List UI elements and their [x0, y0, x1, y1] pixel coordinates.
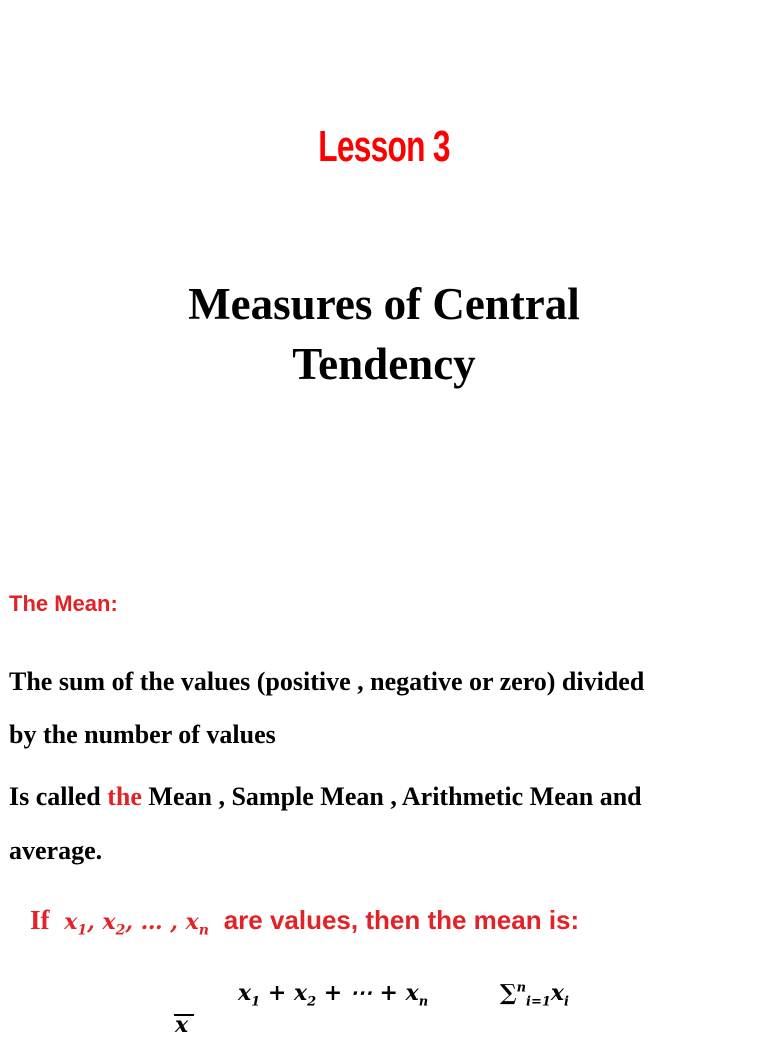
- sigma-upper: n: [516, 980, 527, 996]
- numer-xn: x: [405, 980, 419, 1006]
- var-xn-sub: n: [198, 922, 209, 939]
- formula-numerator: [238, 980, 428, 1009]
- numer-x1: x: [238, 980, 252, 1006]
- var-ellipsis: , … ,: [125, 909, 186, 935]
- xbar-letter: x: [175, 1012, 189, 1038]
- formula-summation: [500, 980, 569, 1009]
- definition-text: are values, then the mean is:: [223, 905, 580, 935]
- numer-x2: x: [293, 980, 308, 1006]
- body-line-2: by the number of values: [9, 720, 276, 749]
- body-line-4: average.: [9, 836, 103, 865]
- body-line-3-end: Mean , Sample Mean , Arithmetic Mean and: [141, 782, 642, 811]
- sum-term-x: x: [550, 980, 565, 1006]
- numer-plus-2: + ⋯ +: [316, 980, 406, 1006]
- numer-x1-sub: 1: [251, 994, 261, 1010]
- page-title-line-2: Tendency: [292, 339, 476, 389]
- var-x2-sub: 2: [115, 922, 126, 939]
- lesson-title: Lesson 3: [318, 122, 450, 171]
- var-x1-sub: 1: [77, 922, 88, 939]
- var-x2: x: [102, 909, 116, 935]
- body-line-3-start: Is called: [9, 782, 108, 811]
- numer-x2-sub: 2: [307, 994, 317, 1010]
- page-title: [0, 274, 768, 394]
- var-xn: x: [185, 909, 199, 935]
- definition-if: If: [30, 905, 50, 935]
- body-line-3-highlight: the: [107, 782, 142, 811]
- numer-xn-sub: n: [418, 994, 429, 1010]
- mean-symbol-xbar: [172, 1012, 196, 1038]
- sum-term-sub: i: [564, 994, 569, 1010]
- section-heading-mean: The Mean:: [9, 591, 118, 616]
- sigma-symbol: ∑: [500, 980, 517, 1006]
- body-line-3: [9, 782, 642, 812]
- numer-plus-1: +: [260, 980, 294, 1006]
- body-line-1: The sum of the values (positive , negative or zero) divided: [9, 667, 645, 696]
- definition-line: [30, 905, 579, 938]
- page-title-line-1: Measures of Central: [188, 279, 580, 329]
- definition-variables: $x_1$, $x_2$, … , $x_n$: [64, 909, 209, 939]
- sigma-lower: i=1: [526, 994, 551, 1010]
- var-x1: x: [64, 909, 78, 935]
